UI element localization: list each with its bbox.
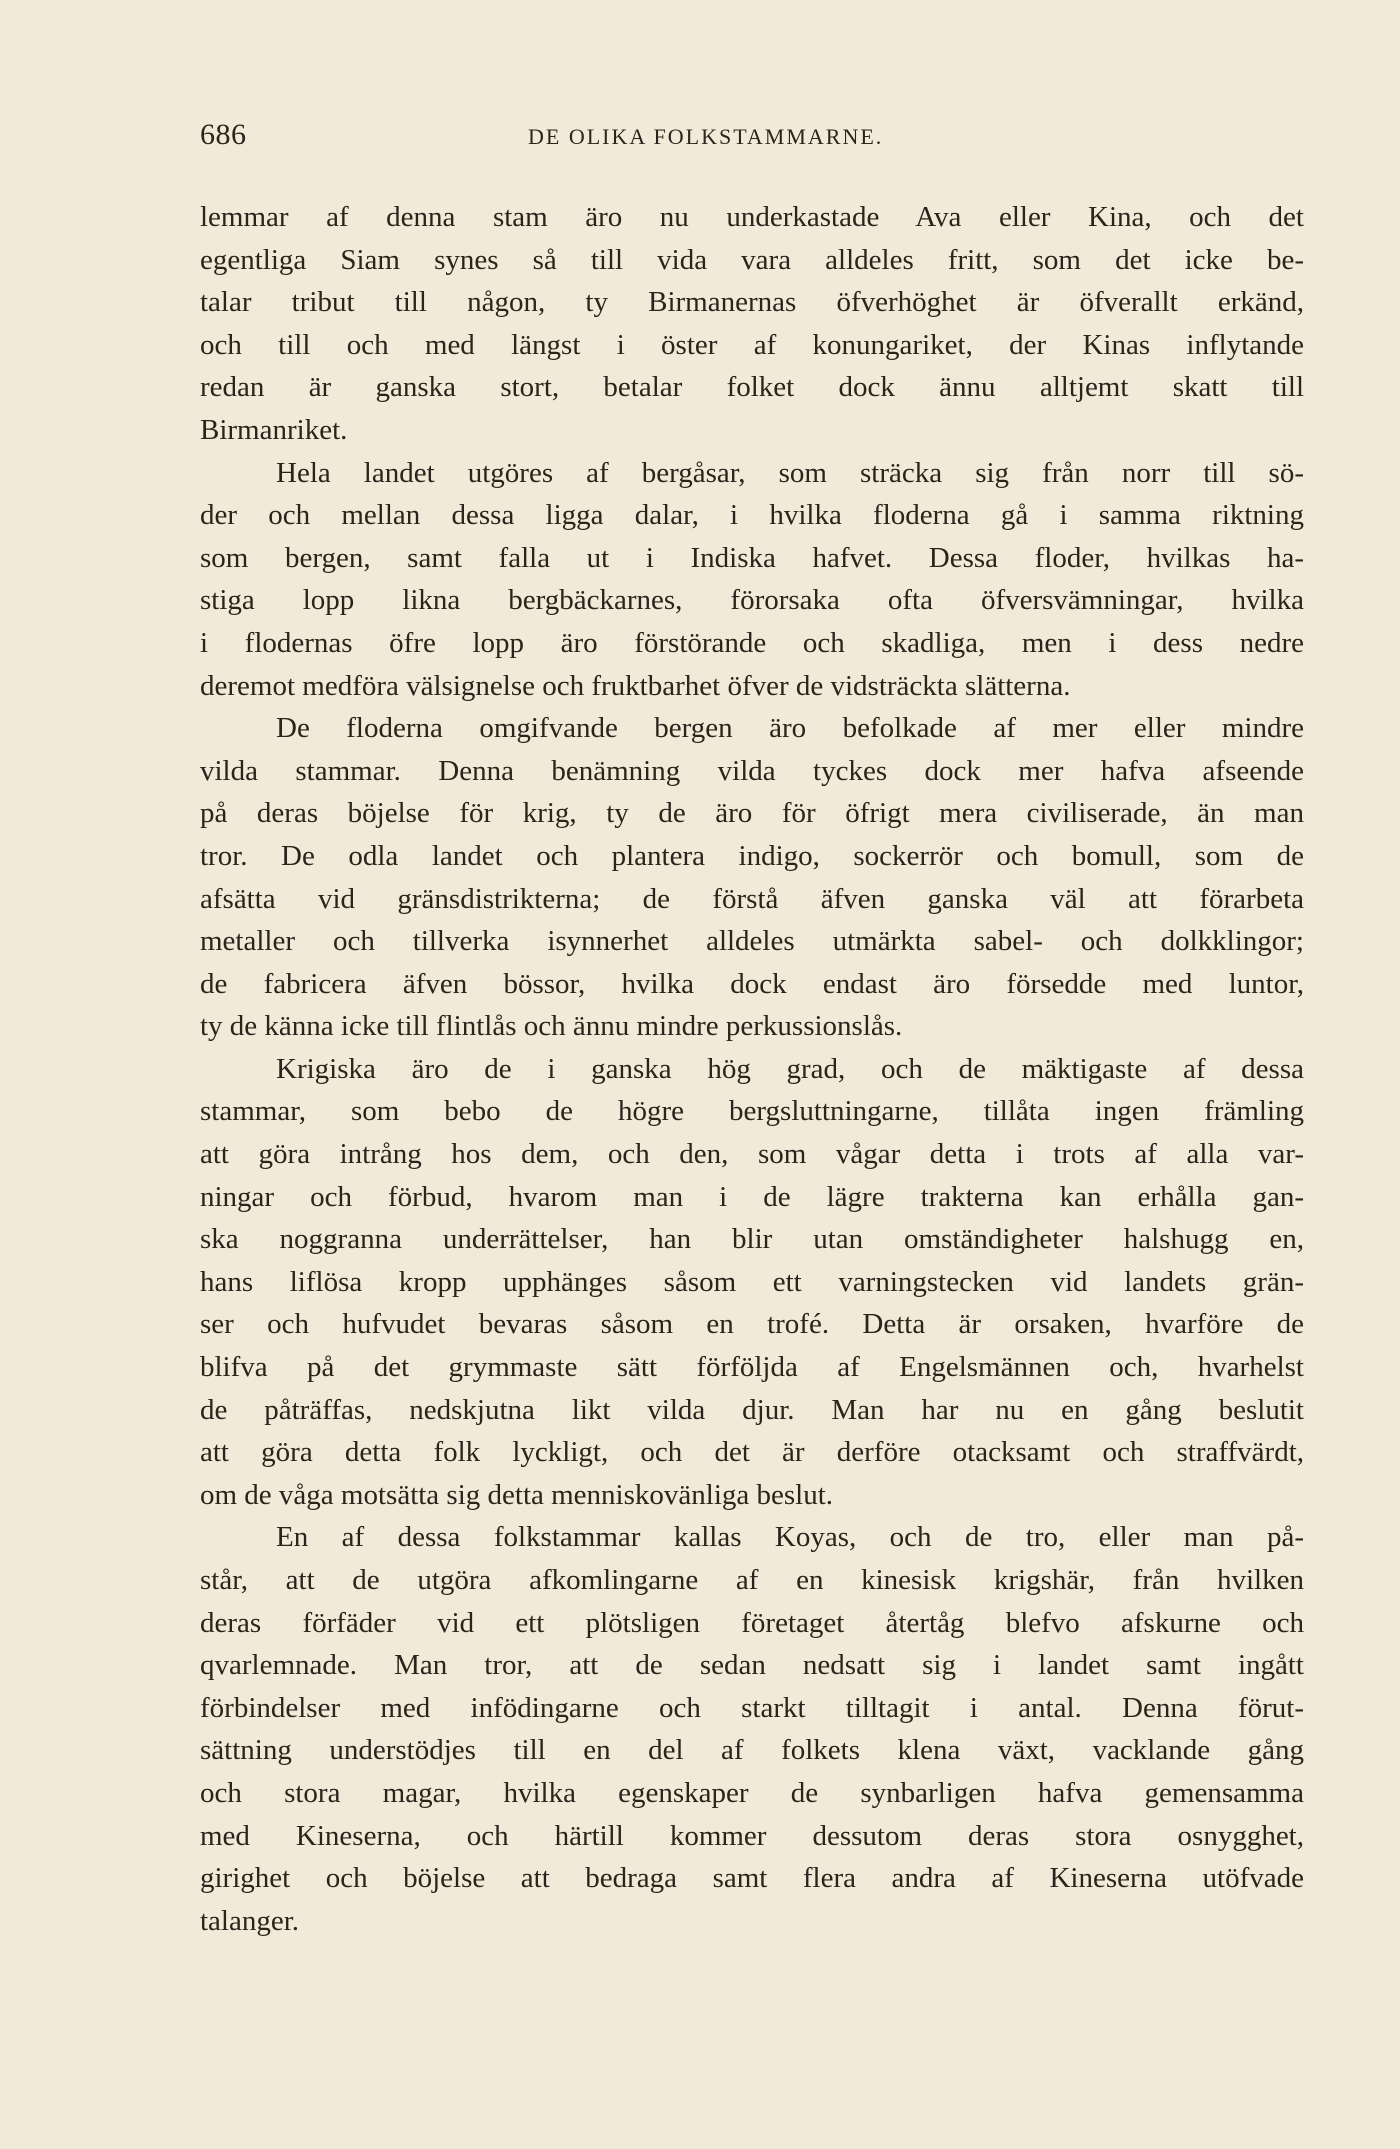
text-line: att göra intrång hos dem, och den, som vågar detta i trots af alla var- — [200, 1138, 1304, 1171]
text-line: Birmanriket. — [200, 413, 348, 446]
text-line: deras förfäder vid ett plötsligen företaget återtåg blefvo afskurne och — [200, 1606, 1304, 1639]
text-line: med Kineserna, och härtill kommer dessutom deras stora osnygghet, — [200, 1819, 1304, 1852]
running-title: DE OLIKA FOLKSTAMMARNE. — [528, 124, 884, 149]
text-line: på deras böjelse för krig, ty de äro för öfrigt mera civiliserade, än man — [200, 797, 1304, 830]
text-line: deremot medföra välsignelse och fruktbarhet öfver de vidsträckta slätterna. — [200, 669, 1071, 702]
text-line: der och mellan dessa ligga dalar, i hvilka floderna gå i samma riktning — [200, 499, 1304, 532]
text-line: blifva på det grymmaste sätt förföljda af Engelsmännen och, hvarhelst — [200, 1351, 1304, 1384]
text-line: stammar, som bebo de högre bergsluttningarne, tillåta ingen främling — [200, 1095, 1304, 1128]
text-line: talanger. — [200, 1904, 300, 1937]
text-line: talar tribut till någon, ty Birmanernas öfverhöghet är öfverallt erkänd, — [200, 286, 1304, 319]
text-line: ser och hufvudet bevaras såsom en trofé. Detta är orsaken, hvarföre de — [200, 1308, 1304, 1341]
text-line: girighet och böjelse att bedraga samt flera andra af Kineserna utöfvade — [200, 1862, 1304, 1895]
text-line: förbindelser med infödingarne och starkt tilltagit i antal. Denna förut- — [200, 1691, 1304, 1724]
text-line: om de våga motsätta sig detta menniskovänliga beslut. — [200, 1478, 834, 1511]
text-line: och till och med längst i öster af konungariket, der Kinas inflytande — [200, 328, 1304, 361]
text-line: metaller och tillverka isynnerhet alldeles utmärkta sabel- och dolkklingor; — [200, 925, 1304, 958]
text-line: sättning understödjes till en del af folkets klena växt, vacklande gång — [200, 1734, 1304, 1767]
body-text — [200, 196, 1304, 1942]
text-line: och stora magar, hvilka egenskaper de synbarligen hafva gemensamma — [200, 1776, 1304, 1809]
text-line: qvarlemnade. Man tror, att de sedan nedsatt sig i landet samt ingått — [200, 1649, 1304, 1682]
text-line: som bergen, samt falla ut i Indiska hafvet. Dessa floder, hvilkas ha- — [200, 541, 1304, 574]
text-line: ty de känna icke till flintlås och ännu mindre perkussionslås. — [200, 1010, 903, 1043]
text-line: att göra detta folk lyckligt, och det är derföre otacksamt och straffvärdt, — [200, 1436, 1304, 1469]
text-line: stiga lopp likna bergbäckarnes, förorsaka ofta öfversvämningar, hvilka — [200, 584, 1304, 617]
paragraph-first-line: De floderna omgifvande bergen äro befolkade af mer eller mindre — [276, 712, 1304, 745]
text-line: afsätta vid gränsdistrikterna; de förstå äfven ganska väl att förarbeta — [200, 882, 1304, 915]
text-line: vilda stammar. Denna benämning vilda tyckes dock mer hafva afseende — [200, 754, 1304, 787]
text-line: de fabricera äfven bössor, hvilka dock endast äro försedde med luntor, — [200, 967, 1304, 1000]
page-number: 686 — [200, 118, 247, 151]
text-line: egentliga Siam synes så till vida vara alldeles fritt, som det icke be- — [200, 243, 1304, 276]
text-line: ningar och förbud, hvarom man i de lägre trakterna kan erhålla gan- — [200, 1180, 1304, 1213]
text-line: ska noggranna underrättelser, han blir utan omständigheter halshugg en, — [200, 1223, 1304, 1256]
paragraph-first-line: En af dessa folkstammar kallas Koyas, och de tro, eller man på- — [276, 1521, 1304, 1554]
paragraph-first-line: Krigiska äro de i ganska hög grad, och de mäktigaste af dessa — [276, 1052, 1304, 1085]
page-header — [200, 118, 1300, 158]
text-line: lemmar af denna stam äro nu underkastade Ava eller Kina, och det — [200, 201, 1304, 233]
text-line: tror. De odla landet och plantera indigo, sockerrör och bomull, som de — [200, 839, 1304, 872]
text-line: de påträffas, nedskjutna likt vilda djur. Man har nu en gång beslutit — [200, 1393, 1304, 1426]
text-line: i flodernas öfre lopp äro förstörande och skadliga, men i dess nedre — [200, 626, 1304, 659]
text-line: redan är ganska stort, betalar folket dock ännu alltjemt skatt till — [200, 371, 1304, 404]
text-line: hans liflösa kropp upphänges såsom ett varningstecken vid landets grän- — [200, 1265, 1304, 1298]
text-line: står, att de utgöra afkomlingarne af en kinesisk krigshär, från hvilken — [200, 1564, 1304, 1596]
paragraph-first-line: Hela landet utgöres af bergåsar, som sträcka sig från norr till sö- — [276, 456, 1304, 489]
